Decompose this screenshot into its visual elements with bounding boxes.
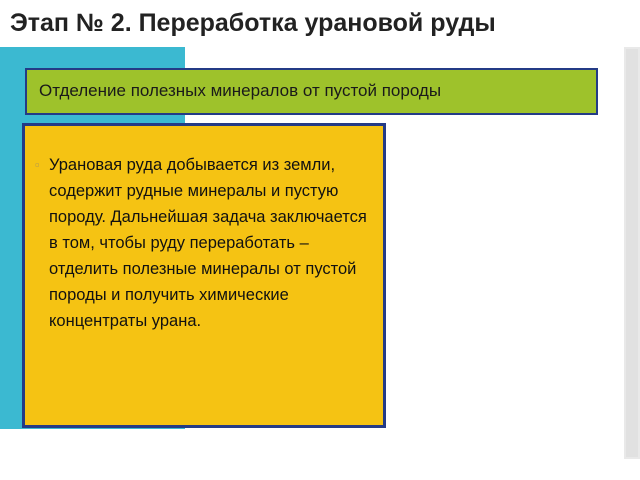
content-box (22, 123, 386, 428)
right-side-strip-inner (626, 49, 638, 457)
section-header-box (25, 68, 598, 115)
content-paragraph: Урановая руда добывается из земли, содержит рудные минералы и пустую породу. Дальнейшая задача заключается в том, чтобы руду переработать – отделить полезные минералы от пустой породы и получить химические концентраты урана. (49, 156, 367, 330)
section-header-text: Отделение полезных минералов от пустой породы (39, 81, 442, 100)
list-item (35, 152, 380, 334)
page-title: Этап № 2. Переработка урановой руды (10, 9, 496, 37)
bullet-square-icon: ▫ (35, 157, 40, 172)
